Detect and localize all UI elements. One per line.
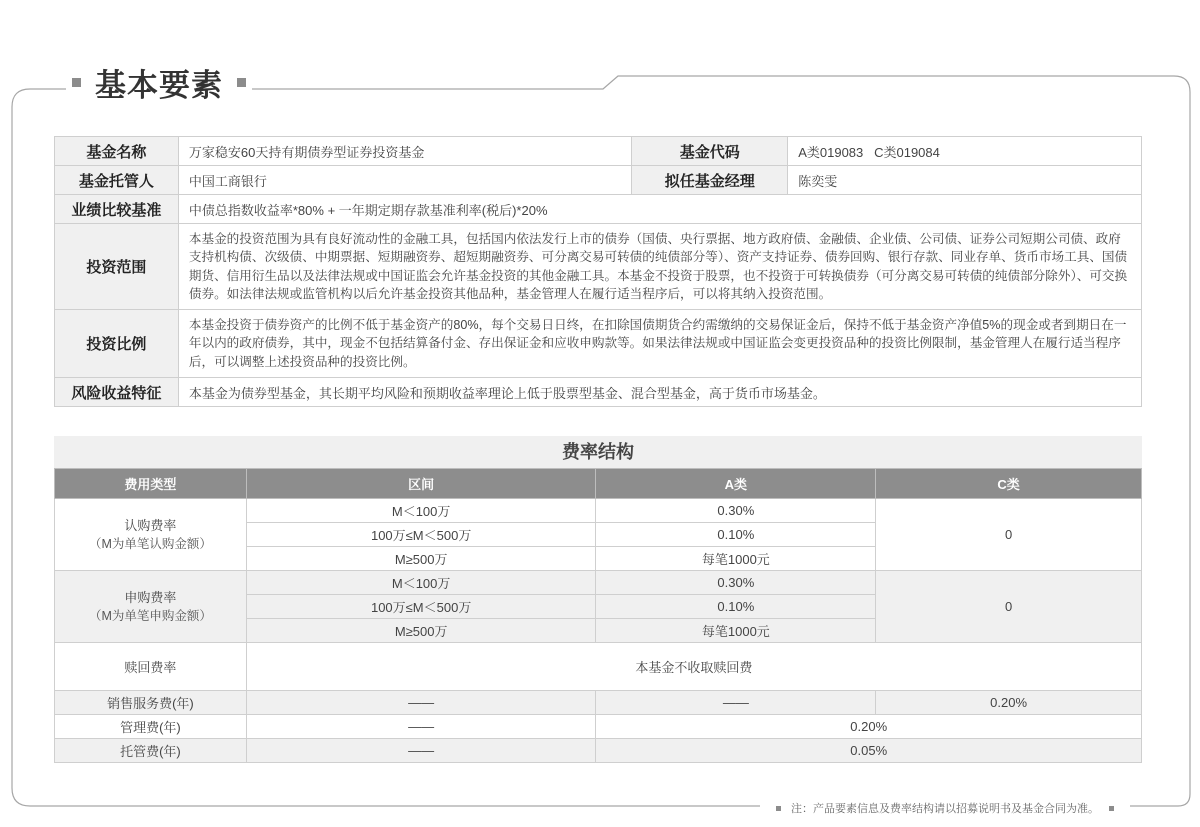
header-range: 区间 [246, 469, 596, 499]
purchase-fee-note: （M为单笔申购金额） [88, 608, 212, 623]
subscription-range-1: M＜100万 [246, 499, 596, 523]
redemption-fee-type: 赎回费率 [55, 643, 247, 691]
purchase-a-2: 0.10% [596, 595, 876, 619]
table-row [55, 224, 1142, 310]
subscription-fee-type [55, 499, 247, 571]
custody-range: —— [246, 739, 596, 763]
table-row [55, 166, 1142, 195]
custody-fee-type: 托管费(年) [55, 739, 247, 763]
table-row [55, 643, 1142, 691]
purchase-range-2: 100万≤M＜500万 [246, 595, 596, 619]
fund-code-value: A类019083 C类019084 [788, 137, 1142, 166]
title-left-square-icon [72, 78, 81, 87]
table-row [55, 739, 1142, 763]
custody-fee-value: 0.05% [596, 739, 1142, 763]
subscription-a-1: 0.30% [596, 499, 876, 523]
table-row [55, 499, 1142, 523]
fund-name-label: 基金名称 [55, 137, 179, 166]
footnote-right-square-icon [1109, 806, 1114, 811]
table-row [55, 378, 1142, 407]
fund-name-value: 万家稳安60天持有期债券型证券投资基金 [178, 137, 632, 166]
table-row [55, 715, 1142, 739]
table-row [55, 137, 1142, 166]
header-class-c: C类 [876, 469, 1142, 499]
basic-info-table [54, 136, 1142, 407]
subscription-fee-note: （M为单笔认购金额） [88, 536, 212, 551]
sales-service-c: 0.20% [876, 691, 1142, 715]
benchmark-label: 业绩比较基准 [55, 195, 179, 224]
table-row [55, 571, 1142, 595]
management-fee-value: 0.20% [596, 715, 1142, 739]
fee-header-row [55, 469, 1142, 499]
title-right-square-icon [237, 78, 246, 87]
footnote-left-square-icon [776, 806, 781, 811]
fee-structure-table [54, 468, 1142, 763]
footnote-text: 注：产品要素信息及费率结构请以招募说明书及基金合同为准。 [791, 803, 1099, 815]
scope-value: 本基金的投资范围为具有良好流动性的金融工具，包括国内依法发行上市的债券（国债、央行票据、地方政府债、金融债、企业债、公司债、证券公司短期公司债、政府支持机构债、次级债、中期票据、短期融资券、超短期融资券、可分离交易可转债的纯债部分等）、资产支持证券、债券回购、银行存款、同业存单、货币市场工具、国债期货、信用衍生品以及法律法规或中国证监会允许基金投资的其他金融工具。本基金不投资于股票，也不投资于可转换债券（可分离交易可转债的纯债部分除外）、可交换债券。如法律法规或监管机构以后允许基金投资其他品种，基金管理人在履行适当程序后，可以将其纳入投资范围。 [178, 224, 1141, 310]
management-range: —— [246, 715, 596, 739]
purchase-c-value: 0 [876, 571, 1142, 643]
risk-label: 风险收益特征 [55, 378, 179, 407]
subscription-c-value: 0 [876, 499, 1142, 571]
sales-service-range: —— [246, 691, 596, 715]
section-title [66, 60, 252, 104]
subscription-fee-name: 认购费率 [124, 517, 177, 533]
scope-label: 投资范围 [55, 224, 179, 310]
purchase-range-3: M≥500万 [246, 619, 596, 643]
fee-structure-title: 费率结构 [54, 436, 1142, 468]
manager-value: 陈奕雯 [788, 166, 1142, 195]
subscription-range-3: M≥500万 [246, 547, 596, 571]
header-fee-type: 费用类型 [55, 469, 247, 499]
purchase-fee-name: 申购费率 [124, 589, 177, 605]
section-title-text: 基本要素 [95, 67, 223, 103]
table-row [55, 195, 1142, 224]
subscription-range-2: 100万≤M＜500万 [246, 523, 596, 547]
management-fee-type: 管理费(年) [55, 715, 247, 739]
subscription-a-3: 每笔1000元 [596, 547, 876, 571]
purchase-a-1: 0.30% [596, 571, 876, 595]
benchmark-value: 中债总指数收益率*80% + 一年期定期存款基准利率(税后)*20% [178, 195, 1141, 224]
table-row [55, 310, 1142, 378]
ratio-label: 投资比例 [55, 310, 179, 378]
manager-label: 拟任基金经理 [632, 166, 788, 195]
sales-service-a: —— [596, 691, 876, 715]
purchase-fee-type [55, 571, 247, 643]
header-class-a: A类 [596, 469, 876, 499]
sales-service-fee-type: 销售服务费(年) [55, 691, 247, 715]
subscription-a-2: 0.10% [596, 523, 876, 547]
custodian-label: 基金托管人 [55, 166, 179, 195]
purchase-range-1: M＜100万 [246, 571, 596, 595]
fund-code-label: 基金代码 [632, 137, 788, 166]
ratio-value: 本基金投资于债券资产的比例不低于基金资产的80%，每个交易日日终，在扣除国债期货合约需缴纳的交易保证金后，保持不低于基金资产净值5%的现金或者到期日在一年以内的政府债券，其中，现金不包括结算备付金、存出保证金和应收申购款等。如果法律法规或中国证监会变更投资品种的投资比例限制，基金管理人在履行适当程序后，可以调整上述投资品种的投资比例。 [178, 310, 1141, 378]
footnote [760, 798, 1130, 818]
risk-value: 本基金为债券型基金，其长期平均风险和预期收益率理论上低于股票型基金、混合型基金，高于货币市场基金。 [178, 378, 1141, 407]
custodian-value: 中国工商银行 [178, 166, 632, 195]
redemption-fee-value: 本基金不收取赎回费 [246, 643, 1141, 691]
table-row [55, 691, 1142, 715]
purchase-a-3: 每笔1000元 [596, 619, 876, 643]
